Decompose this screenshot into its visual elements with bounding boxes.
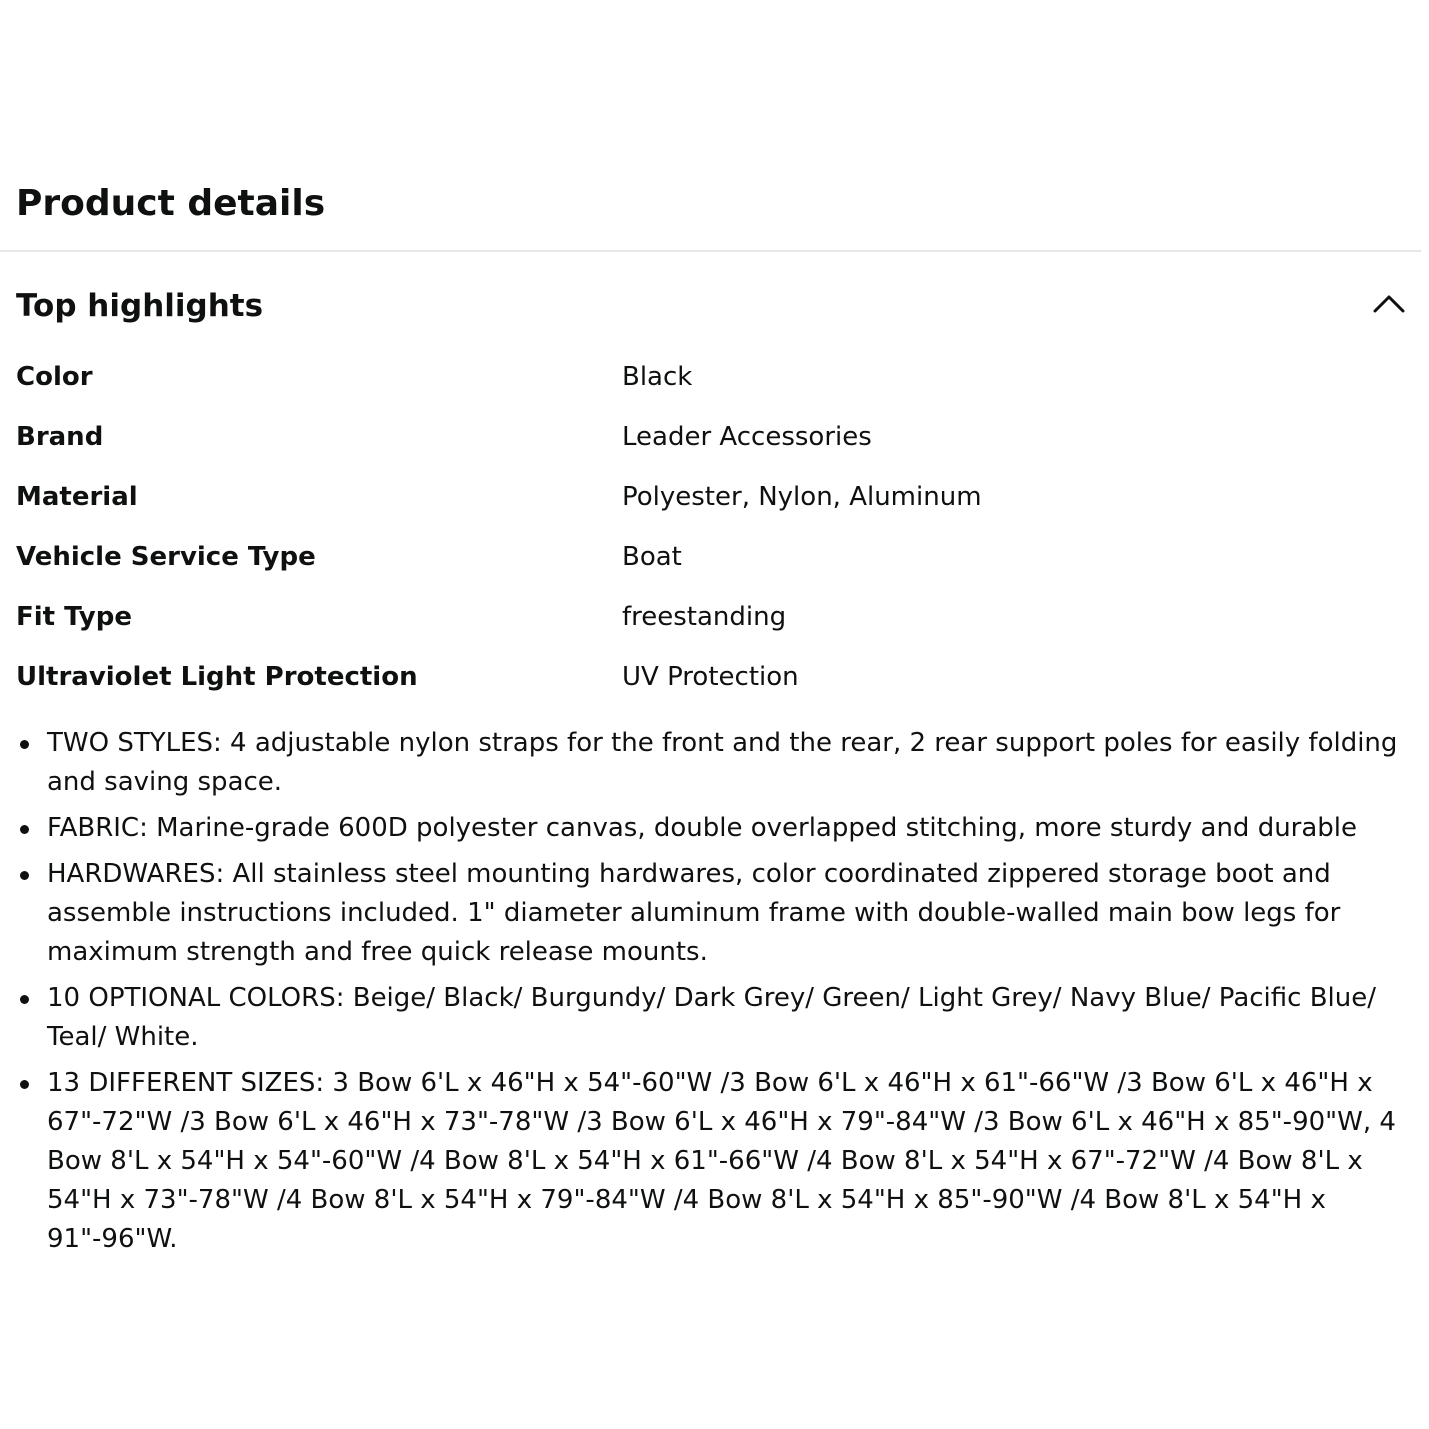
spec-value: Leader Accessories [622,422,872,452]
spec-label: Fit Type [16,602,132,632]
feature-bullets [16,724,1411,1266]
page-title: Product details [16,183,326,224]
bullet-text: FABRIC: Marine-grade 600D polyester canvas, double overlapped stitching, more sturdy and durable [47,813,1358,843]
bullet-text: TWO STYLES: 4 adjustable nylon straps for the front and the rear, 2 rear support poles for easily folding and saving space. [47,728,1398,797]
spec-label: Ultraviolet Light Protection [16,662,418,692]
section-title: Top highlights [16,288,264,324]
spec-row [16,474,1406,534]
bullet-icon [20,740,29,749]
specs-table [16,354,1406,714]
spec-row [16,414,1406,474]
list-item [16,979,1411,1057]
spec-row [16,534,1406,594]
spec-row [16,654,1406,714]
bullet-text: 10 OPTIONAL COLORS: Beige/ Black/ Burgundy/ Dark Grey/ Green/ Light Grey/ Navy Blue/ Pacific Blue/ Teal/ White. [47,983,1376,1052]
spec-value: Black [622,362,693,392]
bullet-icon [20,995,29,1004]
spec-row [16,594,1406,654]
spec-value: Polyester, Nylon, Aluminum [622,482,982,512]
list-item [16,809,1411,848]
bullet-icon [20,1080,29,1089]
list-item [16,1064,1411,1259]
spec-label: Vehicle Service Type [16,542,316,572]
spec-value: UV Protection [622,662,799,692]
spec-row [16,354,1406,414]
spec-label: Brand [16,422,104,452]
spec-label: Color [16,362,93,392]
section-divider [0,250,1421,252]
list-item [16,724,1411,802]
bullet-icon [20,825,29,834]
bullet-text: HARDWARES: All stainless steel mounting hardwares, color coordinated zippered storage boot and assemble instructions included. 1" diameter aluminum frame with double-walled main bow legs for maximum strength and free quick release mounts. [47,859,1341,967]
top-highlights-toggle[interactable] [16,282,1406,330]
bullet-text: 13 DIFFERENT SIZES: 3 Bow 6'L x 46"H x 54"-60"W /3 Bow 6'L x 46"H x 61"-66"W /3 Bow 6'L x 46"H x 67"-72"W /3 Bow 6'L x 46"H x 73"-78"W /3 Bow 6'L x 46"H x 79"-84"W /3 Bow 6'L x 46"H x 85"-90"W, 4 Bow 8'L x 54"H x 54"-60"W /4 Bow 8'L x 54"H x 61"-66"W /4 Bow 8'L x 54"H x 67"-72"W /4 Bow 8'L x 54"H x 73"-78"W /4 Bow 8'L x 54"H x 79"-84"W /4 Bow 8'L x 54"H x 85"-90"W /4 Bow 8'L x 54"H x 91"-96"W. [47,1068,1396,1254]
spec-value: freestanding [622,602,787,632]
bullet-icon [20,871,29,880]
chevron-up-icon[interactable] [1372,290,1406,318]
spec-value: Boat [622,542,682,572]
list-item [16,855,1411,972]
spec-label: Material [16,482,138,512]
